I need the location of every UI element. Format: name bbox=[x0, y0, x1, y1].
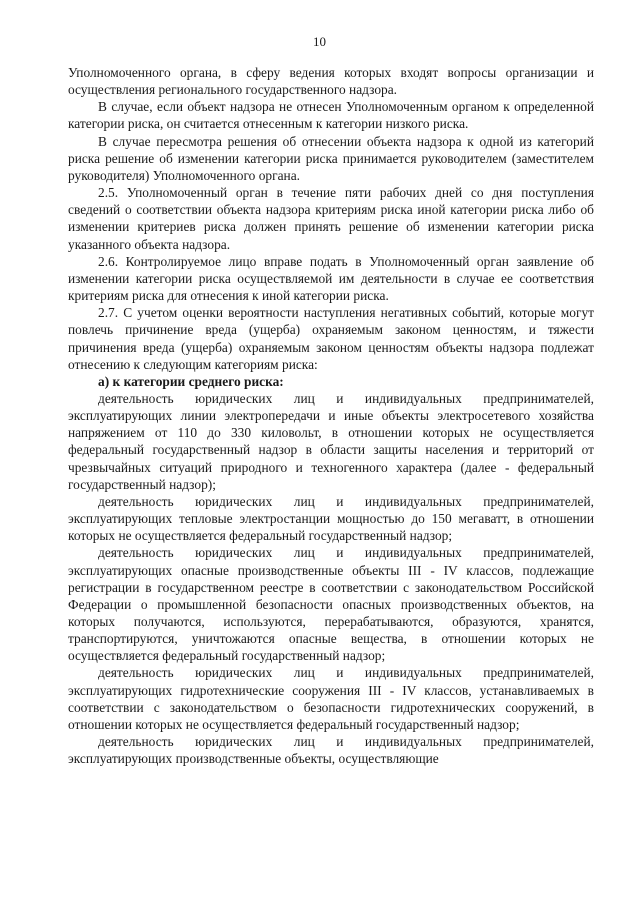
paragraph-2-7: 2.7. С учетом оценки вероятности наступления негативных событий, которые могут повлечь причинение вреда (ущерба) охраняемым законом ценностям, и тяжести причинения вреда (ущерба) охраняемым законом ценностям объекты надзора подлежат отнесению к следующим категориям риска: bbox=[68, 305, 594, 372]
list-item: деятельность юридических лиц и индивидуальных предпринимателей, эксплуатирующих производственные объекты, осуществляющие bbox=[68, 734, 594, 767]
list-item: деятельность юридических лиц и индивидуальных предпринимателей, эксплуатирующих тепловые электростанции мощностью до 150 мегаватт, в отношении которых не осуществляется федеральный государственный надзор; bbox=[68, 493, 594, 544]
page-number: 10 bbox=[313, 34, 326, 49]
document-body bbox=[68, 64, 594, 767]
paragraph-continuation: Уполномоченного органа, в сферу ведения которых входят вопросы организации и осуществления регионального государственного надзора. bbox=[68, 65, 594, 98]
paragraph-2-6: 2.6. Контролируемое лицо вправе подать в Уполномоченный орган заявление об изменении категории риска осуществляемой им деятельности в случае ее соответствия критериям риска для отнесения к иной категории риска. bbox=[68, 253, 594, 304]
paragraph: В случае, если объект надзора не отнесен Уполномоченным органом к определенной категории риска, он считается отнесенным к категории низкого риска. bbox=[68, 99, 594, 132]
list-item: деятельность юридических лиц и индивидуальных предпринимателей, эксплуатирующих опасные производственные объекты III - IV классов, подлежащие регистрации в государственном реестре в соответствии с законодательством Российской Федерации о промышленной безопасности опасных производственных объектов, на которых получаются, используются, перерабатываются, образуются, хранятся, транспортируются, уничтожаются опасные вещества, в отношении которых не осуществляется федеральный государственный надзор; bbox=[68, 545, 594, 664]
section-heading-medium-risk: а) к категории среднего риска: bbox=[98, 373, 284, 389]
paragraph-2-5: 2.5. Уполномоченный орган в течение пяти рабочих дней со дня поступления сведений о соответствии объекта надзора критериям риска иной категории риска либо об изменении критериев риска должен принять решение об изменении категории риска указанного объекта надзора. bbox=[68, 185, 594, 252]
list-item: деятельность юридических лиц и индивидуальных предпринимателей, эксплуатирующих линии электропередачи и иные объекты электросетевого хозяйства напряжением от 110 до 330 киловольт, в отношении которых не осуществляется федеральный государственный надзор в области защиты населения и территорий от чрезвычайных ситуаций природного и техногенного характера (далее - федеральный государственный надзор); bbox=[68, 390, 594, 492]
paragraph: В случае пересмотра решения об отнесении объекта надзора к одной из категорий риска решение об изменении категории риска принимается руководителем (заместителем руководителя) Уполномоченного органа. bbox=[68, 133, 594, 183]
list-item: деятельность юридических лиц и индивидуальных предпринимателей, эксплуатирующих гидротехнические сооружения III - IV классов, устанавливаемых в соответствии с законодательством о безопасности гидротехнических сооружений, в отношении которых не осуществляется федеральный государственный надзор; bbox=[68, 665, 594, 732]
